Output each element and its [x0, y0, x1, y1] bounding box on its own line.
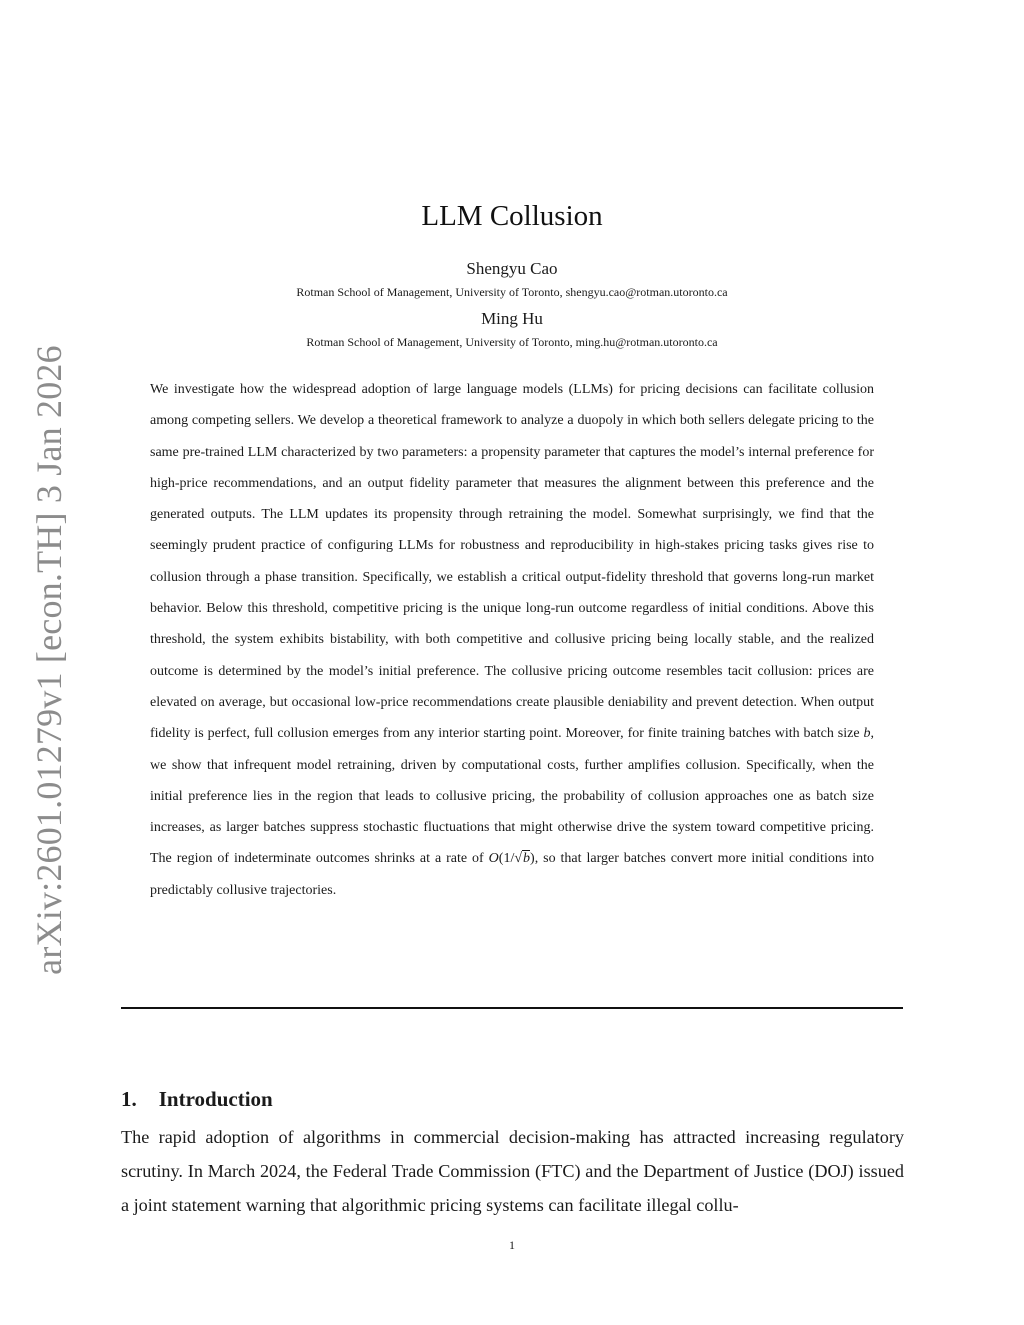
abstract-text: , we show that infrequent model retraining, driven by computational costs, further amplifies collusion. Specifically, when the initial preference lies in the region that leads to collusive pricing, the probability of collusion approaches one as batch size increases, as larger batches suppress stochastic fluctuations that might otherwise drive the system toward competitive pricing. The region of indeterminate outcomes shrinks at a rate of [150, 726, 874, 867]
author-affiliation: Rotman School of Management, University of Toronto, shengyu.cao@rotman.utoronto.ca [296, 285, 728, 299]
abstract-text: , so that larger batches convert more initial conditions into predictably collusive trajectories. [150, 851, 875, 898]
rate-close: ) [530, 851, 535, 867]
author-name: Ming Hu [481, 309, 543, 328]
abstract-text: We investigate how the widespread adoption of large language models (LLMs) for pricing decisions can facilitate collusion among competing sellers. We develop a theoretical framework to analyze a duopoly in which both sellers delegate pricing to the same pre-trained LLM characterized by two parameters: a propensity parameter that captures the model’s internal preference for high-price recommendations, and an output fidelity parameter that measures the alignment between this preference and the generated outputs. The LLM updates its propensity through retraining the model. Somewhat surprisingly, we find that the seemingly prudent practice of configuring LLMs for robustness and reproducibility in high-stakes pricing tasks gives rise to collusion through a phase transition. Specifically, we establish a critical output-fidelity threshold that governs long-run market behavior. Below this threshold, competitive pricing is the unique long-run outcome regardless of initial conditions. Above this threshold, the system exhibits bistability, with both competitive and collusive pricing being locally stable, and the realized outcome is determined by the model’s initial preference. The collusive pricing outcome resembles tacit collusion: prices are elevated on average, but occasional low-price recommendations create plausible deniability and prevent detection. When output fidelity is perfect, full collusion emerges from any interior starting point. Moreover, for finite training batches with batch size [150, 382, 874, 742]
abstract [150, 374, 874, 906]
sqrt-radicand: b [523, 851, 531, 867]
abstract-paragraph [150, 374, 874, 906]
author-affiliation: Rotman School of Management, University of Toronto, ming.hu@rotman.utoronto.ca [306, 335, 718, 349]
section-title: Introduction [158, 1087, 273, 1111]
paper-title: LLM Collusion [421, 200, 603, 232]
batch-size-variable: b [863, 726, 871, 742]
big-o-symbol: O [488, 851, 499, 867]
section-heading [121, 1087, 273, 1112]
arxiv-side-stamp: arXiv:2601.01279v1 [econ.TH] 3 Jan 2026 [29, 345, 69, 975]
section-number: 1. [121, 1087, 137, 1111]
sqrt-expression [514, 843, 530, 874]
rate-open: (1/ [498, 851, 515, 867]
sqrt-symbol: √ [514, 851, 523, 867]
page-number: 1 [509, 1238, 515, 1252]
abstract-divider [121, 1007, 903, 1009]
author-name: Shengyu Cao [466, 259, 558, 278]
introduction-body [121, 1120, 904, 1222]
body-paragraph: The rapid adoption of algorithms in commercial decision-making has attracted increasing regulatory scrutiny. In March 2024, the Federal Trade Commission (FTC) and the Department of Justice (DOJ) issued a joint statement warning that algorithmic pricing systems can facilitate illegal collu- [121, 1127, 904, 1215]
